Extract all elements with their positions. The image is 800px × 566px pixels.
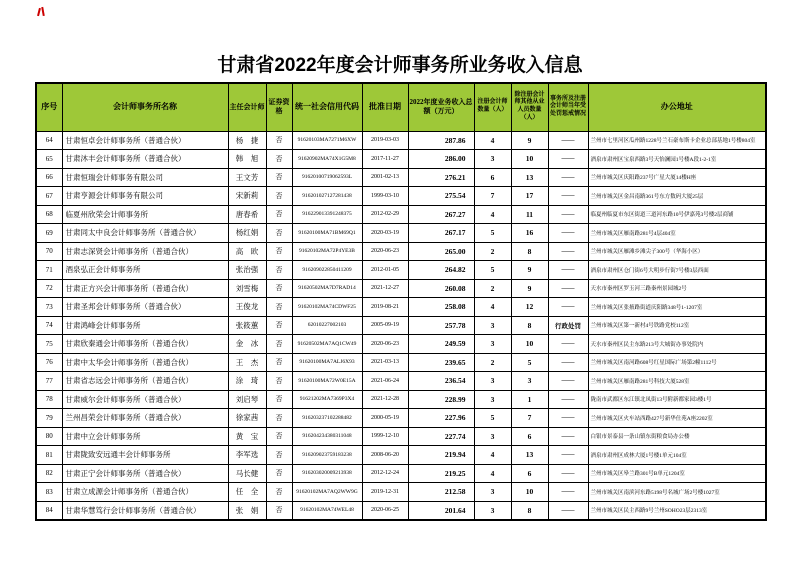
cell-office-address: 兰州市七里河区瓜州路1228号兰石豪布斯卡企业总部基地1号楼804室 (588, 131, 766, 150)
cell-firm-name: 酒泉弘正会计师事务所 (62, 261, 228, 280)
cell-penalty-status: —— (548, 427, 588, 446)
cell-securities-qualification: 否 (266, 501, 292, 520)
cell-approval-date: 2012-01-05 (362, 261, 408, 280)
cell-credit-code: 916203020009213938 (292, 464, 362, 483)
cell-office-address: 兰州市城关区第一新村4号铁路党校112室 (588, 316, 766, 335)
cell-office-address: 兰州市城关区张掖路街道庆阳路348号1-1207室 (588, 298, 766, 317)
cell-cpa-count: 3 (474, 335, 511, 354)
cell-credit-code: 91620502MA7AQ1CW49 (292, 335, 362, 354)
cell-cpa-count: 4 (474, 464, 511, 483)
cell-other-staff-count: 7 (511, 409, 548, 428)
cell-cpa-count: 2 (474, 353, 511, 372)
cell-firm-name: 甘肃正方兴会计师事务所（普通合伙） (62, 279, 228, 298)
cell-income-total: 275.54 (408, 187, 474, 206)
cell-other-staff-count: 9 (511, 131, 548, 150)
header-firm-name: 会计师事务所名称 (62, 83, 228, 131)
cell-penalty-status: 行政处罚 (548, 316, 588, 335)
cell-credit-code: 91620102MA74CDWF25 (292, 298, 362, 317)
cell-penalty-status: —— (548, 131, 588, 150)
cell-firm-name: 甘肃恒卓会计师事务所（普通合伙） (62, 131, 228, 150)
cell-credit-code: 91620100MA71BM69Q1 (292, 224, 362, 243)
cell-serial-number: 76 (36, 353, 62, 372)
cell-serial-number: 69 (36, 224, 62, 243)
cell-other-staff-count: 10 (511, 150, 548, 169)
cell-office-address: 酒泉市肃州区宝泉西路3号天怡澜园1号楼A段1-2-1室 (588, 150, 766, 169)
page-title: 甘肃省2022年度会计师事务所业务收入信息 (217, 55, 583, 76)
cell-income-total: 219.25 (408, 464, 474, 483)
cell-income-total: 212.58 (408, 483, 474, 502)
cell-office-address: 兰州市城关区庆阳路237号广星大厦14楼H座 (588, 168, 766, 187)
cell-firm-name: 甘肃中立会计师事务所 (62, 427, 228, 446)
header-cpa-count: 注册会计师数量（人） (474, 83, 511, 131)
cell-approval-date: 2019-08-21 (362, 298, 408, 317)
cell-approval-date: 2021-12-28 (362, 390, 408, 409)
cell-serial-number: 84 (36, 501, 62, 520)
cell-securities-qualification: 否 (266, 427, 292, 446)
cell-firm-name: 甘肃圣邦会计师事务所（普通合伙） (62, 298, 228, 317)
header-row (36, 83, 766, 131)
table-body (36, 131, 766, 520)
cell-securities-qualification: 否 (266, 205, 292, 224)
income-table (35, 82, 767, 521)
cell-office-address: 天水市秦州区罗玉河三路秦州景园城2号 (588, 279, 766, 298)
cell-approval-date: 1999-12-10 (362, 427, 408, 446)
cell-income-total: 276.21 (408, 168, 474, 187)
cell-credit-code: 91620100719062593L (292, 168, 362, 187)
cell-income-total: 265.00 (408, 242, 474, 261)
cell-other-staff-count: 5 (511, 353, 548, 372)
table-row (36, 335, 766, 354)
cell-serial-number: 66 (36, 168, 62, 187)
cell-securities-qualification: 否 (266, 298, 292, 317)
header-no: 序号 (36, 83, 62, 131)
cell-income-total: 236.54 (408, 372, 474, 391)
cell-credit-code: 916229013391248375 (292, 205, 362, 224)
cell-securities-qualification: 否 (266, 353, 292, 372)
table-row (36, 279, 766, 298)
cell-office-address: 酒泉市肃州区成林大厦1号楼1单元104室 (588, 446, 766, 465)
cell-office-address: 白银市景泰县一条山镇东街粮食局办公楼 (588, 427, 766, 446)
table-row (36, 187, 766, 206)
table-row (36, 168, 766, 187)
cell-office-address: 兰州市城关区金昌南路361号东方数码大厦25层 (588, 187, 766, 206)
cell-income-total: 219.94 (408, 446, 474, 465)
cell-firm-name: 甘肃威尔会计师事务所（普通合伙） (62, 390, 228, 409)
cell-income-total: 260.08 (408, 279, 474, 298)
cell-chief-accountant: 宋新莉 (228, 187, 266, 206)
cell-penalty-status: —— (548, 446, 588, 465)
cell-chief-accountant: 刘雪梅 (228, 279, 266, 298)
cell-chief-accountant: 刘启琴 (228, 390, 266, 409)
cell-chief-accountant: 高 欧 (228, 242, 266, 261)
cell-serial-number: 71 (36, 261, 62, 280)
cell-firm-name: 甘肃同太中良会计师事务所（普通合伙） (62, 224, 228, 243)
cell-firm-name: 兰州昌荣会计师事务所（普通合伙） (62, 409, 228, 428)
cell-office-address: 兰州市城关区雁南路281号4层404室 (588, 224, 766, 243)
header-penalty-status: 事务所及注册会计师当年受处罚惩戒情况 (548, 83, 588, 131)
cell-serial-number: 81 (36, 446, 62, 465)
cell-chief-accountant: 任 全 (228, 483, 266, 502)
cell-office-address: 兰州市城关区皋兰路301号B单元1204室 (588, 464, 766, 483)
cell-penalty-status: —— (548, 409, 588, 428)
cell-penalty-status: —— (548, 261, 588, 280)
cell-chief-accountant: 王文芳 (228, 168, 266, 187)
cell-cpa-count: 4 (474, 131, 511, 150)
cell-other-staff-count: 8 (511, 242, 548, 261)
cell-cpa-count: 4 (474, 446, 511, 465)
table-row (36, 150, 766, 169)
cell-credit-code: 91620902MA74X1G5M8 (292, 150, 362, 169)
cell-approval-date: 2019-03-03 (362, 131, 408, 150)
cell-securities-qualification: 否 (266, 372, 292, 391)
cell-approval-date: 2001-02-13 (362, 168, 408, 187)
cell-approval-date: 2021-12-27 (362, 279, 408, 298)
cell-cpa-count: 7 (474, 187, 511, 206)
cell-securities-qualification: 否 (266, 242, 292, 261)
cell-credit-code: 91620103MA7271M6XW (292, 131, 362, 150)
cell-approval-date: 2020-06-25 (362, 501, 408, 520)
cell-credit-code: 91620102MA72P4YE3B (292, 242, 362, 261)
cell-serial-number: 65 (36, 150, 62, 169)
cell-cpa-count: 3 (474, 372, 511, 391)
cell-serial-number: 70 (36, 242, 62, 261)
cell-chief-accountant: 张 娟 (228, 501, 266, 520)
cell-penalty-status: —— (548, 279, 588, 298)
cell-serial-number: 83 (36, 483, 62, 502)
header-credit-code: 统一社会信用代码 (292, 83, 362, 131)
cell-cpa-count: 3 (474, 390, 511, 409)
cell-income-total: 249.59 (408, 335, 474, 354)
cell-other-staff-count: 12 (511, 298, 548, 317)
table-row (36, 483, 766, 502)
cell-securities-qualification: 否 (266, 224, 292, 243)
cell-chief-accountant: 韩 旭 (228, 150, 266, 169)
cell-penalty-status: —— (548, 224, 588, 243)
cell-serial-number: 74 (36, 316, 62, 335)
cell-securities-qualification: 否 (266, 150, 292, 169)
cell-firm-name: 甘肃恒瑞会计师事务有限公司 (62, 168, 228, 187)
cell-securities-qualification: 否 (266, 187, 292, 206)
cell-penalty-status: —— (548, 205, 588, 224)
cell-chief-accountant: 王俊龙 (228, 298, 266, 317)
cell-penalty-status: —— (548, 242, 588, 261)
cell-approval-date: 1999-03-10 (362, 187, 408, 206)
cell-firm-name: 甘肃志深贤会计师事务所（普通合伙） (62, 242, 228, 261)
cell-other-staff-count: 8 (511, 501, 548, 520)
cell-office-address: 天水市秦州区民主东路213号大城街办事处院内 (588, 335, 766, 354)
cell-approval-date: 2000-05-19 (362, 409, 408, 428)
table-row (36, 353, 766, 372)
cell-chief-accountant: 徐家茜 (228, 409, 266, 428)
cell-credit-code: 91620102MA74WEL48 (292, 501, 362, 520)
cell-office-address: 陇南市武都区东江镇北凤街13号附新都家园3楼1号 (588, 390, 766, 409)
table-row (36, 316, 766, 335)
cell-securities-qualification: 否 (266, 464, 292, 483)
cell-securities-qualification: 否 (266, 409, 292, 428)
cell-serial-number: 75 (36, 335, 62, 354)
cell-securities-qualification: 否 (266, 131, 292, 150)
header-office-address: 办公地址 (588, 83, 766, 131)
cell-cpa-count: 3 (474, 427, 511, 446)
cell-penalty-status: —— (548, 168, 588, 187)
cell-chief-accountant: 涂 琦 (228, 372, 266, 391)
cell-cpa-count: 4 (474, 298, 511, 317)
cell-serial-number: 77 (36, 372, 62, 391)
cell-credit-code: 91620100MA72W0E15A (292, 372, 362, 391)
cell-credit-code: 916209022850411209 (292, 261, 362, 280)
table-row (36, 464, 766, 483)
cell-approval-date: 2012-12-24 (362, 464, 408, 483)
cell-approval-date: 2017-11-27 (362, 150, 408, 169)
cell-other-staff-count: 16 (511, 224, 548, 243)
header-approval-date: 批准日期 (362, 83, 408, 131)
cell-cpa-count: 5 (474, 224, 511, 243)
cell-securities-qualification: 否 (266, 335, 292, 354)
cell-office-address: 酒泉市肃州区仓门街6号大明步行街7号楼3层西面 (588, 261, 766, 280)
cell-income-total: 264.82 (408, 261, 474, 280)
cell-approval-date: 2008-06-20 (362, 446, 408, 465)
cell-cpa-count: 3 (474, 316, 511, 335)
cell-securities-qualification: 否 (266, 279, 292, 298)
cell-approval-date: 2020-03-19 (362, 224, 408, 243)
cell-penalty-status: —— (548, 464, 588, 483)
cell-securities-qualification: 否 (266, 316, 292, 335)
red-annotation-mark (36, 7, 46, 17)
cell-approval-date: 2021-06-24 (362, 372, 408, 391)
cell-cpa-count: 3 (474, 483, 511, 502)
cell-firm-name: 甘肃省志远会计师事务所（普通合伙） (62, 372, 228, 391)
cell-securities-qualification: 否 (266, 483, 292, 502)
cell-approval-date: 2005-09-19 (362, 316, 408, 335)
table-header (36, 83, 766, 131)
cell-chief-accountant: 杨 捷 (228, 131, 266, 150)
cell-other-staff-count: 6 (511, 427, 548, 446)
cell-serial-number: 79 (36, 409, 62, 428)
table-row (36, 298, 766, 317)
cell-firm-name: 临夏州欣荣会计师事务所 (62, 205, 228, 224)
cell-chief-accountant: 金 冰 (228, 335, 266, 354)
cell-office-address: 兰州市城关区雁南路281号科技大厦528室 (588, 372, 766, 391)
cell-penalty-status: —— (548, 501, 588, 520)
cell-credit-code: 91620102MA7AQ2WW9G (292, 483, 362, 502)
table-row (36, 224, 766, 243)
cell-chief-accountant: 张治强 (228, 261, 266, 280)
cell-chief-accountant: 王 杰 (228, 353, 266, 372)
cell-cpa-count: 4 (474, 205, 511, 224)
cell-cpa-count: 5 (474, 261, 511, 280)
income-table-container (35, 82, 767, 521)
cell-office-address: 兰州市城关区雁滩乡滩尖子300号（华海小区） (588, 242, 766, 261)
cell-credit-code: 91620502MA7D7RAD14 (292, 279, 362, 298)
cell-penalty-status: —— (548, 483, 588, 502)
table-row (36, 501, 766, 520)
cell-serial-number: 64 (36, 131, 62, 150)
table-row (36, 446, 766, 465)
cell-securities-qualification: 否 (266, 390, 292, 409)
cell-penalty-status: —— (548, 187, 588, 206)
cell-firm-name: 甘肃陇致安远通丰会计师事务所 (62, 446, 228, 465)
cell-firm-name: 甘肃立成源会计师事务所（普通合伙） (62, 483, 228, 502)
header-2022-income: 2022年度业务收入总额（万元） (408, 83, 474, 131)
cell-cpa-count: 2 (474, 242, 511, 261)
cell-income-total: 228.99 (408, 390, 474, 409)
cell-other-staff-count: 6 (511, 464, 548, 483)
cell-income-total: 286.00 (408, 150, 474, 169)
cell-credit-code: 91621202MA7369P3X4 (292, 390, 362, 409)
cell-chief-accountant: 黄 宝 (228, 427, 266, 446)
cell-other-staff-count: 8 (511, 316, 548, 335)
cell-cpa-count: 3 (474, 150, 511, 169)
cell-firm-name: 甘肃华慧笃行会计师事务所（普通合伙） (62, 501, 228, 520)
cell-penalty-status: —— (548, 335, 588, 354)
cell-penalty-status: —— (548, 353, 588, 372)
cell-office-address: 临夏州临夏市东区街道三道河东路10号伊嘉苑3号楼2层商铺 (588, 205, 766, 224)
cell-chief-accountant: 杨红娟 (228, 224, 266, 243)
cell-other-staff-count: 13 (511, 168, 548, 187)
cell-penalty-status: —— (548, 372, 588, 391)
cell-income-total: 201.64 (408, 501, 474, 520)
cell-income-total: 257.78 (408, 316, 474, 335)
cell-approval-date: 2021-03-13 (362, 353, 408, 372)
cell-serial-number: 73 (36, 298, 62, 317)
cell-securities-qualification: 否 (266, 168, 292, 187)
cell-securities-qualification: 否 (266, 261, 292, 280)
cell-chief-accountant: 张筱蕙 (228, 316, 266, 335)
cell-office-address: 兰州市城关区南河路608号红星国际广场第2幢1112号 (588, 353, 766, 372)
cell-approval-date: 2020-06-23 (362, 242, 408, 261)
cell-office-address: 兰州市城关区民主西路9号兰州SOHO23层2313室 (588, 501, 766, 520)
cell-firm-name: 甘肃亨源会计师事务有限公司 (62, 187, 228, 206)
cell-cpa-count: 5 (474, 409, 511, 428)
cell-firm-name: 甘肃正宁会计师事务所（普通合伙） (62, 464, 228, 483)
cell-income-total: 239.65 (408, 353, 474, 372)
cell-other-staff-count: 3 (511, 372, 548, 391)
cell-credit-code: 916209023759183238 (292, 446, 362, 465)
header-other-staff-count: 除注册会计师其他从业人员数量（人） (511, 83, 548, 131)
cell-cpa-count: 2 (474, 279, 511, 298)
table-row (36, 427, 766, 446)
table-row (36, 390, 766, 409)
cell-serial-number: 78 (36, 390, 62, 409)
table-row (36, 261, 766, 280)
cell-office-address: 兰州市城关区南滨河东路5198号名城广场2号楼1027室 (588, 483, 766, 502)
cell-securities-qualification: 否 (266, 446, 292, 465)
table-row (36, 205, 766, 224)
cell-income-total: 227.74 (408, 427, 474, 446)
cell-serial-number: 72 (36, 279, 62, 298)
cell-chief-accountant: 马长健 (228, 464, 266, 483)
cell-income-total: 258.08 (408, 298, 474, 317)
cell-penalty-status: —— (548, 150, 588, 169)
cell-other-staff-count: 10 (511, 483, 548, 502)
cell-serial-number: 67 (36, 187, 62, 206)
cell-office-address: 兰州市城关区火车站西路427号新华仕苑A座2202室 (588, 409, 766, 428)
cell-income-total: 267.27 (408, 205, 474, 224)
header-securities-qualification: 证券资格 (266, 83, 292, 131)
cell-other-staff-count: 11 (511, 205, 548, 224)
cell-cpa-count: 3 (474, 501, 511, 520)
cell-firm-name: 甘肃沐丰会计师事务所（普通合伙） (62, 150, 228, 169)
cell-firm-name: 甘肃鸿峰会计师事务所 (62, 316, 228, 335)
cell-other-staff-count: 1 (511, 390, 548, 409)
header-chief-accountant: 主任会计师 (228, 83, 266, 131)
cell-credit-code: 916201027127281438 (292, 187, 362, 206)
cell-cpa-count: 6 (474, 168, 511, 187)
table-row (36, 242, 766, 261)
cell-other-staff-count: 9 (511, 261, 548, 280)
cell-approval-date: 2012-02-29 (362, 205, 408, 224)
cell-other-staff-count: 9 (511, 279, 548, 298)
cell-income-total: 227.96 (408, 409, 474, 428)
cell-other-staff-count: 13 (511, 446, 548, 465)
cell-penalty-status: —— (548, 298, 588, 317)
cell-other-staff-count: 10 (511, 335, 548, 354)
cell-firm-name: 甘肃欣秦通会计师事务所（普通合伙） (62, 335, 228, 354)
cell-income-total: 287.86 (408, 131, 474, 150)
cell-approval-date: 2019-12-31 (362, 483, 408, 502)
cell-serial-number: 82 (36, 464, 62, 483)
cell-other-staff-count: 17 (511, 187, 548, 206)
cell-firm-name: 甘肃中太华会计师事务所（普通合伙） (62, 353, 228, 372)
cell-chief-accountant: 唐春希 (228, 205, 266, 224)
cell-serial-number: 80 (36, 427, 62, 446)
cell-serial-number: 68 (36, 205, 62, 224)
cell-chief-accountant: 李军选 (228, 446, 266, 465)
cell-income-total: 267.17 (408, 224, 474, 243)
cell-credit-code: 91620100MA7ALJ6X93 (292, 353, 362, 372)
table-row (36, 131, 766, 150)
table-row (36, 409, 766, 428)
cell-penalty-status: —— (548, 390, 588, 409)
cell-credit-code: 916204234380311048 (292, 427, 362, 446)
cell-credit-code: 916203237102288482 (292, 409, 362, 428)
cell-credit-code: 62010227002103 (292, 316, 362, 335)
table-row (36, 372, 766, 391)
cell-approval-date: 2020-06-23 (362, 335, 408, 354)
